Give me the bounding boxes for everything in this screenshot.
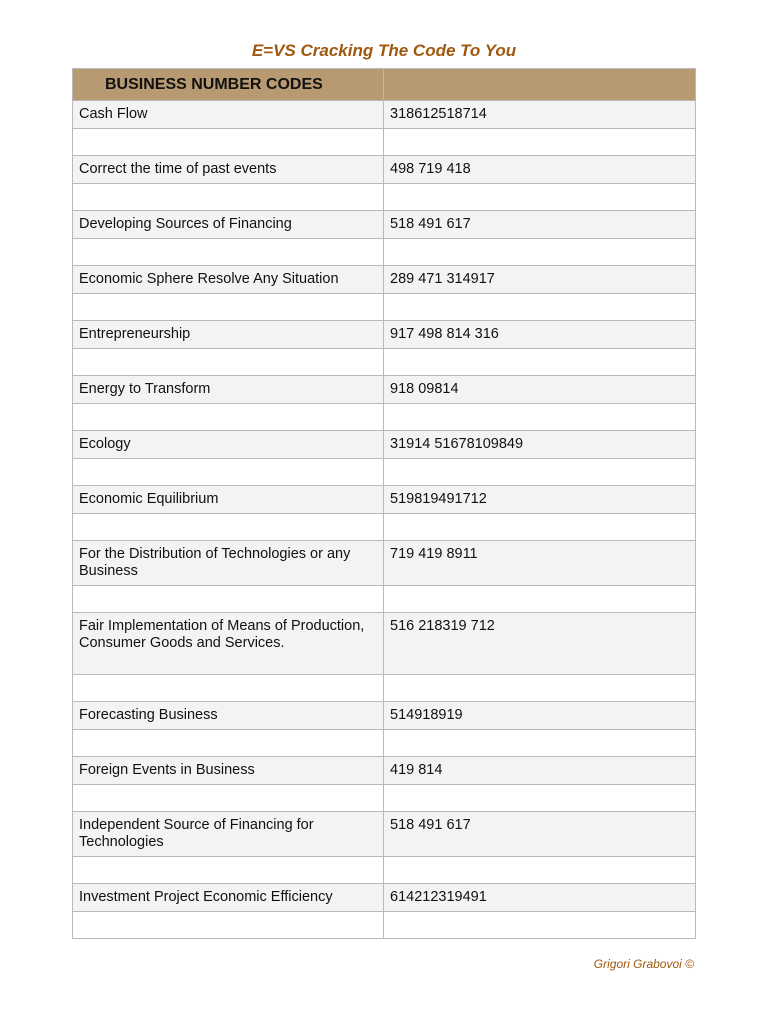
code-value-cell: 918 09814	[384, 376, 696, 404]
blank-cell	[384, 349, 696, 376]
blank-cell	[384, 730, 696, 757]
code-name-cell: Correct the time of past events	[73, 156, 384, 184]
blank-row	[73, 586, 696, 613]
blank-row	[73, 239, 696, 266]
blank-row	[73, 857, 696, 884]
blank-cell	[384, 239, 696, 266]
blank-row	[73, 129, 696, 156]
blank-cell	[73, 129, 384, 156]
table-row	[73, 702, 696, 730]
code-name-cell: Foreign Events in Business	[73, 757, 384, 785]
code-value-cell: 419 814	[384, 757, 696, 785]
code-name-cell: Economic Sphere Resolve Any Situation	[73, 266, 384, 294]
code-value-cell: 289 471 314917	[384, 266, 696, 294]
code-name-cell: Ecology	[73, 431, 384, 459]
blank-cell	[73, 857, 384, 884]
table-row	[73, 757, 696, 785]
blank-row	[73, 514, 696, 541]
code-name-cell: Independent Source of Financing for Technologies	[73, 812, 384, 857]
code-name-cell: Fair Implementation of Means of Production, Consumer Goods and Services.	[73, 613, 384, 675]
blank-cell	[73, 294, 384, 321]
blank-row	[73, 404, 696, 431]
table-row	[73, 812, 696, 857]
blank-cell	[73, 404, 384, 431]
table-row	[73, 613, 696, 675]
table-row	[73, 884, 696, 912]
blank-row	[73, 785, 696, 812]
blank-cell	[384, 912, 696, 939]
blank-cell	[73, 586, 384, 613]
code-value-cell: 514918919	[384, 702, 696, 730]
blank-row	[73, 675, 696, 702]
blank-cell	[384, 675, 696, 702]
blank-cell	[384, 129, 696, 156]
table-row	[73, 156, 696, 184]
code-value-cell: 516 218319 712	[384, 613, 696, 675]
blank-row	[73, 184, 696, 211]
code-value-cell: 719 419 8911	[384, 541, 696, 586]
table-row	[73, 211, 696, 239]
table-header-empty-cell	[384, 69, 696, 101]
blank-cell	[73, 459, 384, 486]
blank-cell	[384, 586, 696, 613]
blank-cell	[384, 785, 696, 812]
blank-cell	[73, 514, 384, 541]
code-name-cell: Forecasting Business	[73, 702, 384, 730]
code-name-cell: Investment Project Economic Efficiency	[73, 884, 384, 912]
blank-cell	[384, 294, 696, 321]
table-row	[73, 266, 696, 294]
blank-cell	[384, 459, 696, 486]
code-value-cell: 31914 51678109849	[384, 431, 696, 459]
code-value-cell: 498 719 418	[384, 156, 696, 184]
table-row	[73, 321, 696, 349]
code-value-cell: 614212319491	[384, 884, 696, 912]
blank-cell	[384, 514, 696, 541]
copyright-footer: Grigori Grabovoi ©	[593, 957, 694, 971]
blank-row	[73, 912, 696, 939]
table-row	[73, 486, 696, 514]
code-name-cell: Energy to Transform	[73, 376, 384, 404]
blank-cell	[384, 184, 696, 211]
blank-cell	[384, 404, 696, 431]
code-value-cell: 518 491 617	[384, 211, 696, 239]
code-name-cell: Economic Equilibrium	[73, 486, 384, 514]
code-value-cell: 518 491 617	[384, 812, 696, 857]
table-row	[73, 431, 696, 459]
code-value-cell: 318612518714	[384, 101, 696, 129]
table-row	[73, 101, 696, 129]
code-name-cell: For the Distribution of Technologies or any Business	[73, 541, 384, 586]
blank-cell	[384, 857, 696, 884]
blank-cell	[73, 349, 384, 376]
blank-row	[73, 294, 696, 321]
document-title: E=VS Cracking The Code To You	[251, 41, 517, 60]
blank-cell	[73, 675, 384, 702]
table-row	[73, 541, 696, 586]
code-name-cell: Cash Flow	[73, 101, 384, 129]
table-header-title: BUSINESS NUMBER CODES	[73, 69, 384, 101]
blank-row	[73, 349, 696, 376]
code-name-cell: Entrepreneurship	[73, 321, 384, 349]
table-header-row	[73, 69, 696, 101]
code-name-cell: Developing Sources of Financing	[73, 211, 384, 239]
blank-row	[73, 459, 696, 486]
blank-cell	[73, 912, 384, 939]
blank-row	[73, 730, 696, 757]
blank-cell	[73, 785, 384, 812]
blank-cell	[73, 184, 384, 211]
code-value-cell: 917 498 814 316	[384, 321, 696, 349]
blank-cell	[73, 730, 384, 757]
blank-cell	[73, 239, 384, 266]
business-codes-table	[72, 68, 696, 939]
table-row	[73, 376, 696, 404]
code-value-cell: 519819491712	[384, 486, 696, 514]
